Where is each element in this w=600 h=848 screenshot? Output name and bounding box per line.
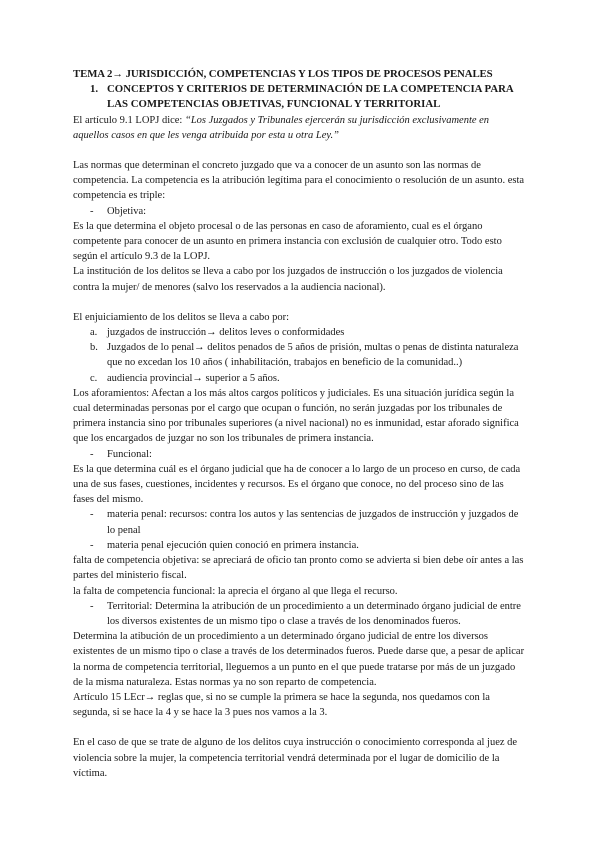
territorial-bullet bbox=[73, 599, 525, 629]
section-heading bbox=[73, 82, 525, 112]
section-number: 1. bbox=[90, 83, 99, 96]
quote-paragraph bbox=[73, 113, 525, 143]
objetiva-bullet bbox=[73, 204, 525, 219]
intro-paragraph: Las normas que determinan el concreto juzgado que va a conocer de un asunto son las normas de competencia. La competencia es la atribución legítima para el conocimiento o resolución de un asunto. esta competencia es triple: bbox=[73, 160, 525, 202]
list-item bbox=[73, 538, 525, 553]
quote-intro: El artículo 9.1 LOPJ dice: bbox=[73, 114, 185, 126]
territorial-paragraph-2: Artículo 15 LEcr→ reglas que, si no se cumple la primera se hace la segunda, nos quedamos con la segunda, si se hace la 4 y se hace la 3 pues nos vamos a la 3. bbox=[73, 691, 490, 719]
bullet-marker: - bbox=[90, 600, 94, 612]
objetiva-paragraph-2: La institución de los delitos se lleva a cabo por los juzgados de instrucción o los juzgados de violencia contra la mujer/ de menores (salvo los reservados a la audiencia nacional). bbox=[73, 266, 503, 293]
list-item-text: audiencia provincial→ superior a 5 años. bbox=[107, 372, 280, 384]
list-marker: a. bbox=[90, 327, 98, 339]
funcional-paragraph-3: la falta de competencia funcional: la aprecia el órgano al que llega el recurso. bbox=[73, 585, 398, 597]
funcional-bullet bbox=[73, 447, 525, 462]
objetiva-paragraph-3: El enjuiciamiento de los delitos se lleva a cabo por: bbox=[73, 311, 290, 323]
bullet-marker: - bbox=[90, 205, 94, 217]
funcional-label: Funcional: bbox=[107, 448, 152, 460]
list-marker: c. bbox=[90, 372, 98, 384]
territorial-paragraph-1: Determina la atibución de un procedimiento a un determinado órgano judicial de entre los diversos existentes de un mismo tipo o clase a través de los determinados fueros. Puede darse que, a pesar de aplicar la norma de competencia territorial, lleguemos a un punto en el que puede tratarse por más de un juzgado de la misma naturaleza. Estas normas ya no son reparto de competencia. bbox=[73, 631, 525, 688]
bullet-marker: - bbox=[90, 448, 94, 460]
list-item-text: juzgados de instrucción→ delitos leves o conformidades bbox=[107, 327, 345, 339]
aforamientos-paragraph: Los aforamientos: Afectan a los más altos cargos políticos y judiciales. Es una situación jurídica según la cual determinadas personas por el cargo que ocupan o función, no serán juzgadas por los tribunales de primera instancia sino por tribunales superiores (a nivel nacional) no es inmunidad, estar aforado significa que los encargados de juzgar no son los tribunales de primera instancia. bbox=[73, 387, 519, 445]
document-page bbox=[73, 67, 525, 781]
document-title: TEMA 2→ JURISDICCIÓN, COMPETENCIAS Y LOS TIPOS DE PROCESOS PENALES bbox=[73, 68, 493, 80]
funcional-paragraph-2: falta de competencia objetiva: se apreciará de oficio tan pronto como se advierta si bien debe oír antes a las partes del ministerio fiscal. bbox=[73, 555, 524, 582]
list-item-text: materia penal: recursos: contra los autos y las sentencias de juzgados de instrucción y juzgados de lo penal bbox=[107, 509, 519, 536]
quote-text: “Los Juzgados y Tribunales ejercerán su jurisdicción exclusivamente en aquellos casos en que les venga atribuida por esta u otra Ley.” bbox=[73, 114, 490, 141]
list-marker: - bbox=[90, 539, 94, 551]
list-item bbox=[73, 340, 525, 370]
funcional-paragraph-1: Es la que determina cuál es el órgano judicial que ha de conocer a lo largo de un proceso en curso, de cada una de sus fases, cuestiones, incidentes y recursos. Es el órgano que conoce, no del proceso sino de las fases del mismo. bbox=[73, 463, 521, 506]
list-item-text: Juzgados de lo penal→ delitos penados de 5 años de prisión, multas o penas de distinta naturaleza que no excedan los 10 años ( inhabilitación, trabajos en beneficio de la comunidad..) bbox=[107, 342, 519, 369]
section-heading-text: CONCEPTOS Y CRITERIOS DE DETERMINACIÓN DE LA COMPETENCIA PARA LAS COMPETENCIAS OBJETIVAS, FUNCIONAL Y TERRITORIAL bbox=[107, 83, 514, 111]
territorial-text: Territorial: Determina la atribución de un procedimiento a un determinado órgano judicial de entre los diversos existentes de un mismo tipo o clase a través de los denominados fueros. bbox=[107, 600, 521, 627]
list-marker: b. bbox=[90, 342, 98, 354]
list-item bbox=[73, 507, 525, 537]
list-item-text: materia penal ejecución quien conoció en primera instancia. bbox=[107, 539, 359, 551]
list-marker: - bbox=[90, 509, 94, 521]
territorial-paragraph-3: En el caso de que se trate de alguno de los delitos cuya instrucción o conocimiento corresponda al juez de violencia sobre la mujer, la competencia territorial vendrá determinada por el lugar de domicilio de la víctima. bbox=[73, 737, 518, 779]
objetiva-label: Objetiva: bbox=[107, 205, 147, 217]
objetiva-paragraph-1: Es la que determina el objeto procesal o de las personas en caso de aforamiento, cual es el órgano competente para conocer de un asunto en primera instancia con exclusión de cualquier otro. Todo esto según el artículo 9.3 de la LOPJ. bbox=[73, 220, 502, 263]
list-item bbox=[73, 325, 525, 340]
list-item bbox=[73, 371, 525, 386]
